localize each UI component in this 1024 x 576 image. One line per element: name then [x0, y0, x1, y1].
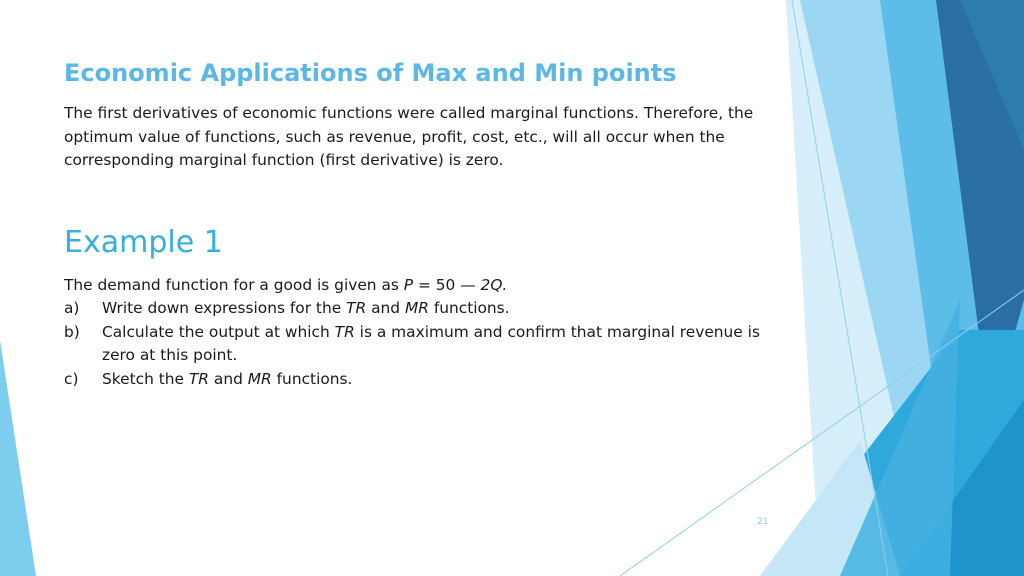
- demand-expression: 2Q.: [480, 276, 508, 294]
- demand-prefix: The demand function for a good is given as: [64, 276, 404, 294]
- task-list: [64, 297, 784, 391]
- task-item-c: [64, 368, 784, 392]
- page-number: 21: [757, 517, 769, 527]
- task-c-text-3: functions.: [271, 369, 353, 388]
- task-marker-c: c): [64, 369, 79, 388]
- task-a-text-2: and: [366, 299, 405, 317]
- task-c-mr: MR: [247, 369, 272, 388]
- task-c-text-1: Sketch the: [102, 369, 189, 388]
- task-text-a: [102, 297, 784, 321]
- task-item-b: [64, 321, 784, 368]
- task-text-c: [102, 368, 784, 392]
- demand-equals: = 50 —: [413, 276, 481, 294]
- task-marker-b: b): [64, 322, 80, 341]
- task-b-text-1: Calculate the output at which: [102, 322, 335, 341]
- left-accent-triangle: [0, 340, 36, 576]
- task-marker-a: a): [64, 299, 80, 317]
- task-c-text-2: and: [209, 369, 248, 388]
- task-item-a: [64, 297, 784, 321]
- slide-heading: Economic Applications of Max and Min points: [64, 59, 677, 87]
- task-b-tr: TR: [334, 322, 355, 341]
- task-text-b: [102, 321, 784, 368]
- demand-price-var: P: [403, 276, 414, 294]
- task-c-tr: TR: [188, 369, 210, 388]
- example-title: Example 1: [64, 225, 223, 260]
- task-b-text-2: is a maximum and confirm that marginal revenue is zero at this point.: [102, 322, 760, 364]
- task-a-mr: MR: [404, 299, 429, 317]
- task-a-tr: TR: [346, 299, 367, 317]
- task-a-text-3: functions.: [428, 299, 510, 317]
- intro-paragraph: The first derivatives of economic functions were called marginal functions. Therefore, the optimum value of functions, such as revenue, profit, cost, etc., will all occur when the corresponding marginal function (first derivative) is zero.: [64, 104, 754, 169]
- task-a-text-1: Write down expressions for the: [102, 299, 347, 317]
- demand-statement: [64, 274, 507, 298]
